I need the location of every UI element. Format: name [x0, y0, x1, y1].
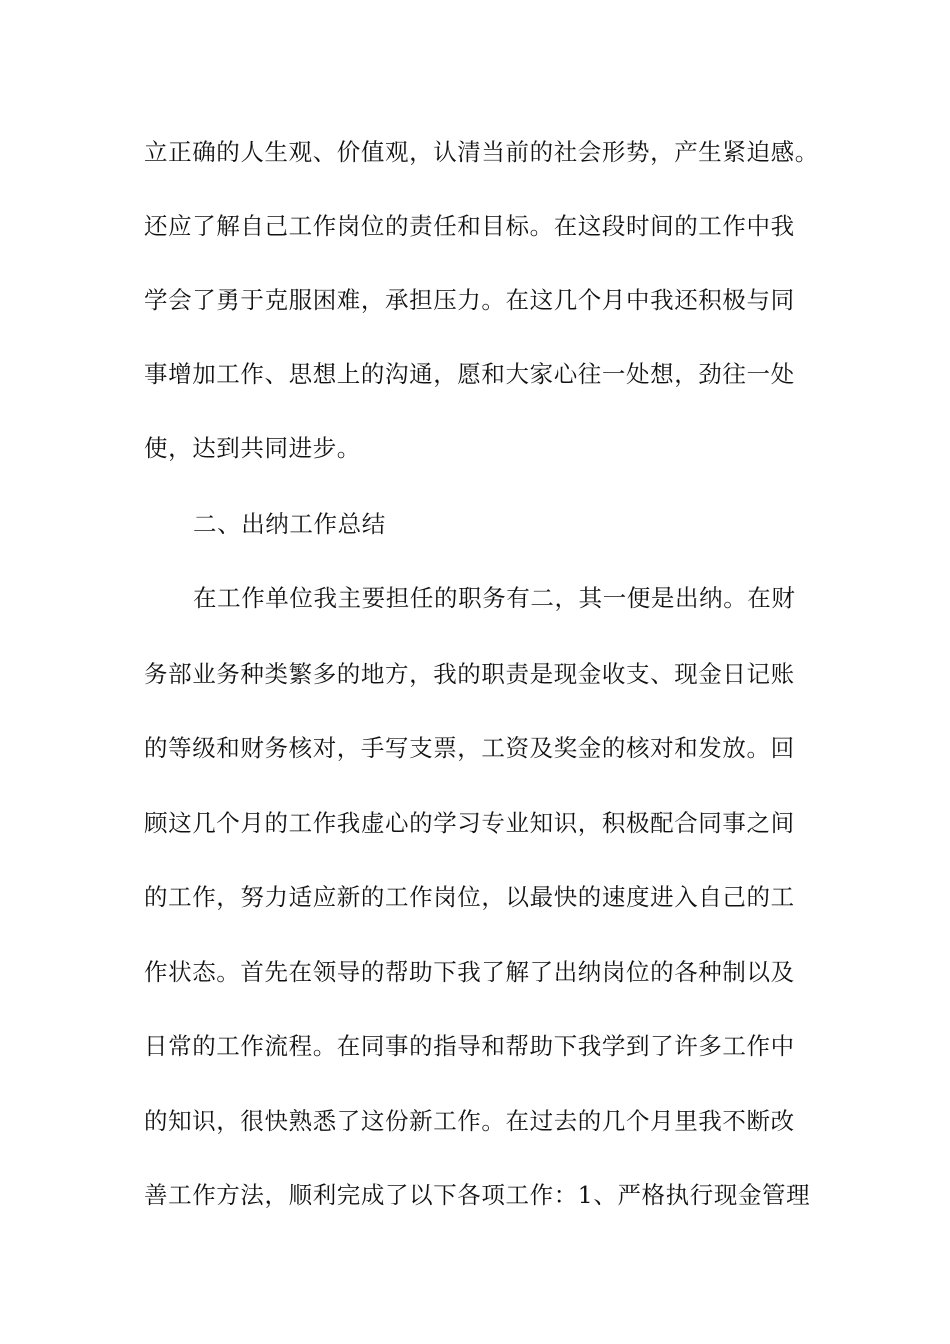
text-line: 善工作方法，顺利完成了以下各项工作：1、严格执行现金管理 — [144, 1181, 811, 1209]
text-line: 学会了勇于克服困难，承担压力。在这几个月中我还积极与同 — [144, 286, 795, 314]
text-line: 立正确的人生观、价值观，认清当前的社会形势，产生紧迫感。 — [144, 138, 819, 166]
text-line: 顾这几个月的工作我虚心的学习专业知识，积极配合同事之间 — [144, 809, 795, 837]
paragraph-first-line: 在工作单位我主要担任的职务有二，其一便是出纳。在财 — [193, 584, 796, 612]
text-line: 作状态。首先在领导的帮助下我了解了出纳岗位的各种制以及 — [144, 958, 795, 986]
text-line: 的知识，很快熟悉了这份新工作。在过去的几个月里我不断改 — [144, 1107, 795, 1135]
text-line: 的工作，努力适应新的工作岗位，以最快的速度进入自己的工 — [144, 883, 795, 911]
section-heading: 二、出纳工作总结 — [193, 510, 386, 538]
text-line: 的等级和财务核对，手写支票，工资及奖金的核对和发放。回 — [144, 734, 795, 762]
text-line: 使，达到共同进步。 — [144, 434, 361, 462]
text-line: 务部业务种类繁多的地方，我的职责是现金收支、现金日记账 — [144, 660, 795, 688]
text-line: 还应了解自己工作岗位的责任和目标。在这段时间的工作中我 — [144, 212, 795, 240]
text-line: 事增加工作、思想上的沟通，愿和大家心往一处想，劲往一处 — [144, 360, 795, 388]
text-line: 日常的工作流程。在同事的指导和帮助下我学到了许多工作中 — [144, 1032, 795, 1060]
